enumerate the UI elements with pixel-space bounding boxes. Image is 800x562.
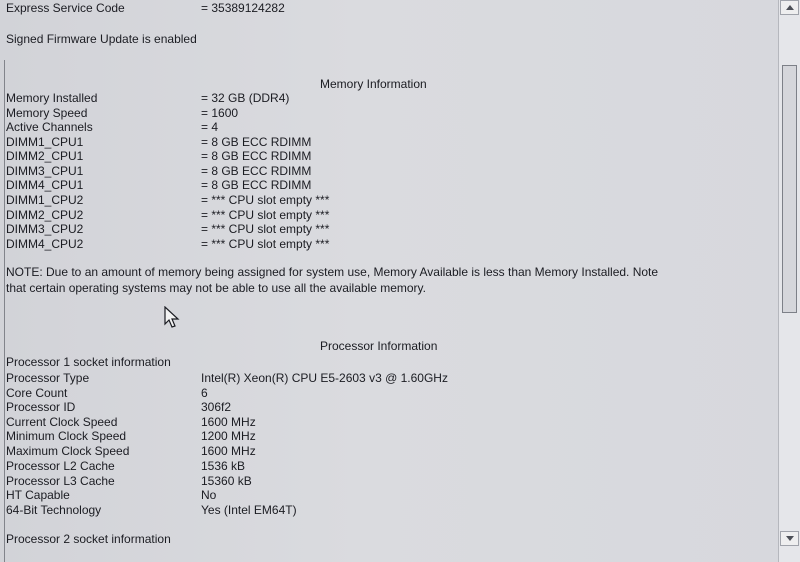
dimm3-cpu1-label: DIMM3_CPU1 bbox=[6, 164, 84, 178]
processor-id-label: Processor ID bbox=[6, 400, 76, 414]
dimm1-cpu2-value: = *** CPU slot empty *** bbox=[201, 193, 330, 207]
dimm2-cpu2-value: = *** CPU slot empty *** bbox=[201, 208, 330, 222]
scroll-down-button[interactable] bbox=[780, 531, 799, 546]
dimm3-cpu2-label: DIMM3_CPU2 bbox=[6, 222, 84, 236]
dimm2-cpu1-label: DIMM2_CPU1 bbox=[6, 149, 84, 163]
64-bit-technology-label: 64-Bit Technology bbox=[6, 503, 102, 517]
current-clock-speed-value: 1600 MHz bbox=[201, 415, 256, 429]
maximum-clock-speed-value: 1600 MHz bbox=[201, 444, 256, 458]
dimm4-cpu2-label: DIMM4_CPU2 bbox=[6, 237, 84, 251]
vertical-scrollbar[interactable] bbox=[778, 0, 800, 562]
maximum-clock-speed-label: Maximum Clock Speed bbox=[6, 444, 130, 458]
core-count-label: Core Count bbox=[6, 386, 68, 400]
signed-firmware-status: Signed Firmware Update is enabled bbox=[6, 32, 197, 46]
core-count-value: 6 bbox=[201, 386, 208, 400]
dimm2-cpu2-label: DIMM2_CPU2 bbox=[6, 208, 84, 222]
current-clock-speed-label: Current Clock Speed bbox=[6, 415, 118, 429]
memory-speed-value: = 1600 bbox=[201, 106, 239, 120]
mouse-pointer-icon bbox=[163, 306, 183, 328]
processor-section-title: Processor Information bbox=[320, 339, 438, 353]
active-channels-value: = 4 bbox=[201, 120, 219, 134]
processor-type-value: Intel(R) Xeon(R) CPU E5-2603 v3 @ 1.60GHz bbox=[201, 371, 448, 385]
system-info-scroll-content bbox=[6, 0, 772, 562]
down-arrow-icon bbox=[786, 536, 794, 541]
scrollbar-thumb[interactable] bbox=[782, 65, 797, 313]
dimm2-cpu1-value: = 8 GB ECC RDIMM bbox=[201, 149, 312, 163]
minimum-clock-speed-label: Minimum Clock Speed bbox=[6, 429, 127, 443]
processor-l2-cache-value: 1536 kB bbox=[201, 459, 246, 473]
scroll-up-button[interactable] bbox=[780, 0, 799, 15]
active-channels-label: Active Channels bbox=[6, 120, 93, 134]
minimum-clock-speed-value: 1200 MHz bbox=[201, 429, 256, 443]
memory-installed-value: = 32 GB (DDR4) bbox=[201, 91, 290, 105]
dimm1-cpu2-label: DIMM1_CPU2 bbox=[6, 193, 84, 207]
dimm3-cpu2-value: = *** CPU slot empty *** bbox=[201, 222, 330, 236]
express-service-code-label: Express Service Code bbox=[6, 1, 125, 15]
dimm1-cpu1-value: = 8 GB ECC RDIMM bbox=[201, 135, 312, 149]
ht-capable-value: No bbox=[201, 488, 217, 502]
memory-note: NOTE: Due to an amount of memory being assigned for system use, Memory Available is less than Memory Installed. Note that certain operating systems may not be able to use all the available memory. bbox=[6, 265, 659, 295]
dimm4-cpu2-value: = *** CPU slot empty *** bbox=[201, 237, 330, 251]
ht-capable-label: HT Capable bbox=[6, 488, 70, 502]
dimm3-cpu1-value: = 8 GB ECC RDIMM bbox=[201, 164, 312, 178]
dimm1-cpu1-label: DIMM1_CPU1 bbox=[6, 135, 84, 149]
processor-1-socket-heading: Processor 1 socket information bbox=[6, 355, 171, 369]
memory-installed-label: Memory Installed bbox=[6, 91, 98, 105]
up-arrow-icon bbox=[786, 5, 794, 10]
memory-section-title: Memory Information bbox=[320, 77, 427, 91]
processor-l3-cache-label: Processor L3 Cache bbox=[6, 474, 115, 488]
processor-type-label: Processor Type bbox=[6, 371, 90, 385]
dimm4-cpu1-label: DIMM4_CPU1 bbox=[6, 178, 84, 192]
processor-2-socket-heading: Processor 2 socket information bbox=[6, 532, 171, 546]
memory-speed-label: Memory Speed bbox=[6, 106, 88, 120]
processor-l2-cache-label: Processor L2 Cache bbox=[6, 459, 115, 473]
processor-l3-cache-value: 15360 kB bbox=[201, 474, 252, 488]
express-service-code-value: = 35389124282 bbox=[201, 1, 285, 15]
64-bit-technology-value: Yes (Intel EM64T) bbox=[201, 503, 297, 517]
processor-id-value: 306f2 bbox=[201, 400, 232, 414]
left-vertical-divider bbox=[4, 60, 5, 562]
dimm4-cpu1-value: = 8 GB ECC RDIMM bbox=[201, 178, 312, 192]
